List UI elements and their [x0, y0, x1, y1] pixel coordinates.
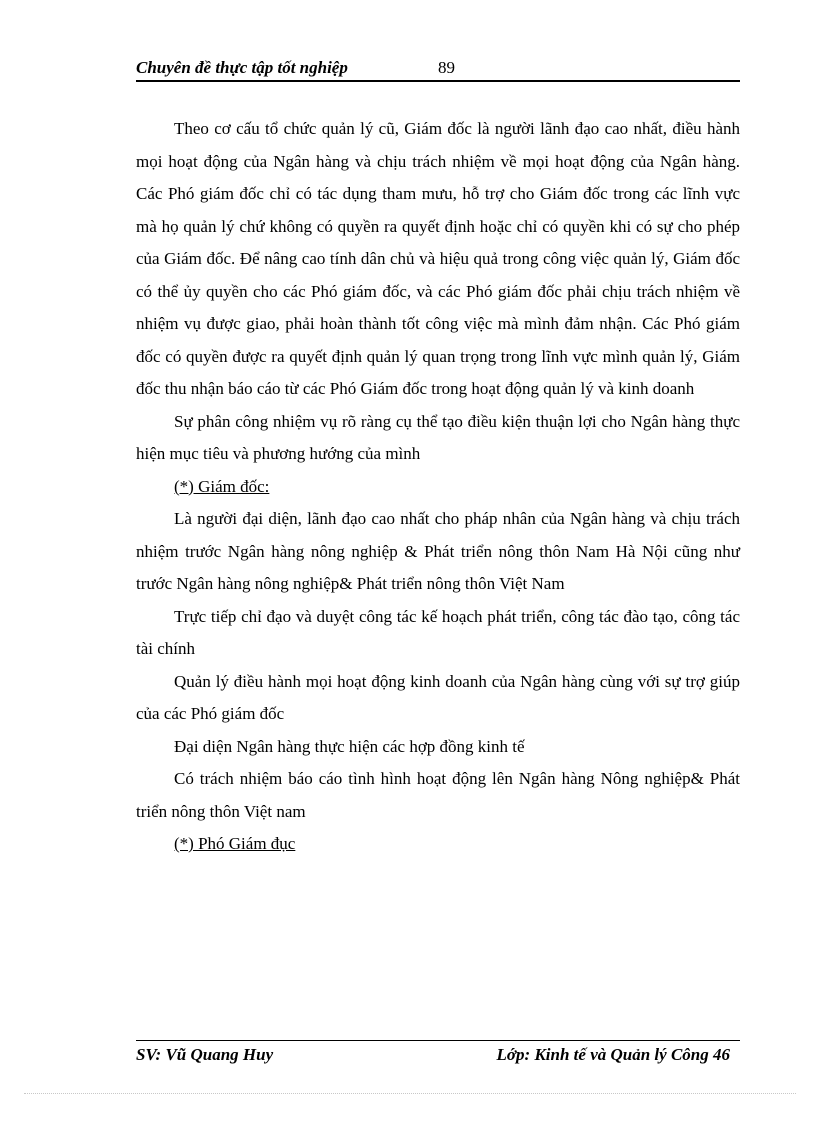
- paragraph-old-structure: Theo cơ cấu tổ chức quản lý cũ, Giám đốc là người lãnh đạo cao nhất, điều hành mọi hoạt động của Ngân hàng và chịu trách nhiệm về mọi hoạt động của Ngân hàng. Các Phó giám đốc chỉ có tác dụng tham mưu, hỗ trợ cho Giám đốc trong các lĩnh vực mà họ quản lý chứ không có quyền ra quyết định hoặc chỉ có quyền khi có sự cho phép của Giám đốc. Để nâng cao tính dân chủ và hiệu quả trong công việc quản lý, Giám đốc có thể ủy quyền cho các Phó giám đốc, và các Phó giám đốc phải chịu trách nhiệm về nhiệm vụ được giao, phải hoàn thành tốt công việc mà mình đảm nhận. Các Phó giám đốc có quyền được ra quyết định quản lý quan trọng trong lĩnh vực mình quản lý, Giám đốc thu nhận báo cáo từ các Phó Giám đốc trong hoạt động quản lý và kinh doanh: [136, 119, 740, 398]
- paragraph-director-contracts: Đại diện Ngân hàng thực hiện các hợp đồng kinh tế: [174, 736, 525, 756]
- heading-director: (*) Giám đốc:: [174, 476, 270, 496]
- paragraph-task-division: Sự phân công nhiệm vụ rõ ràng cụ thể tạo điều kiện thuận lợi cho Ngân hàng thực hiện mục tiêu và phương hướng của mình: [136, 411, 740, 463]
- paragraph-director-reporting: Có trách nhiệm báo cáo tình hình hoạt động lên Ngân hàng Nông nghiệp& Phát triển nông thôn Việt nam: [136, 769, 740, 821]
- document-body: [136, 113, 740, 861]
- paragraph-director-role: Là người đại diện, lãnh đạo cao nhất cho pháp nhân của Ngân hàng và chịu trách nhiệm trước Ngân hàng nông nghiệp & Phát triển nông thôn Nam Hà Nội cũng như trước Ngân hàng nông nghiệp& Phát triển nông thôn Việt Nam: [136, 509, 740, 593]
- paragraph-director-management: Quản lý điều hành mọi hoạt động kinh doanh của Ngân hàng cùng với sự trợ giúp của các Phó giám đốc: [136, 671, 740, 723]
- page-bottom-divider: [24, 1093, 796, 1094]
- document-title: Chuyên đề thực tập tốt nghiệp: [136, 58, 348, 77]
- page-header: [136, 58, 740, 82]
- heading-deputy-director: (*) Phó Giám đục: [174, 834, 296, 853]
- paragraph-director-planning: Trực tiếp chỉ đạo và duyệt công tác kế hoạch phát triển, công tác đào tạo, công tác tài chính: [136, 606, 740, 658]
- student-name: SV: Vũ Quang Huy: [136, 1045, 274, 1064]
- page-footer: [136, 1040, 740, 1067]
- page-number: 89: [438, 58, 455, 77]
- class-name: Lớp: Kinh tế và Quản lý Công 46: [496, 1045, 730, 1064]
